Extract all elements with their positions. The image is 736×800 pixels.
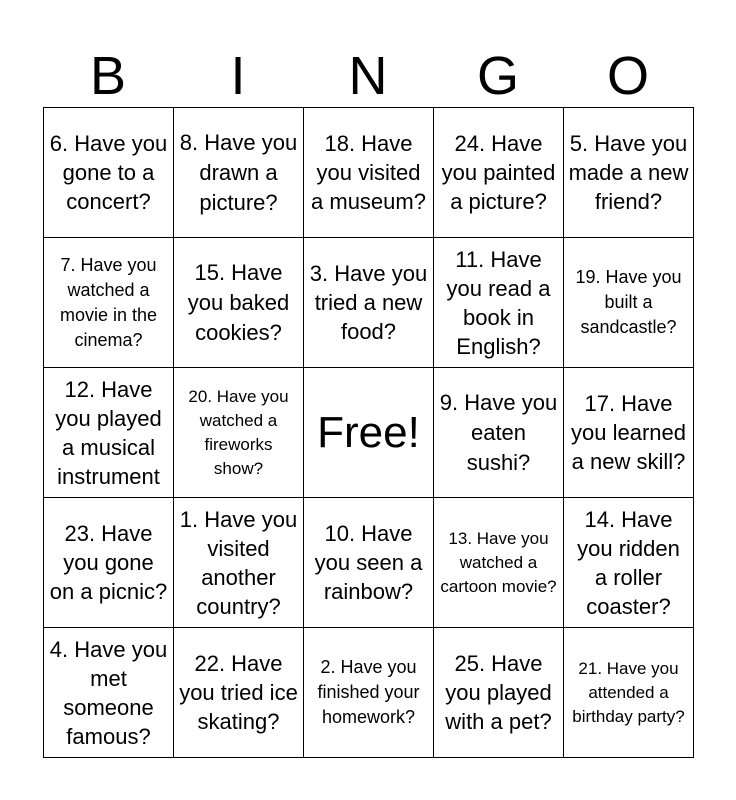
header-letter-n: N	[348, 46, 388, 106]
bingo-cell[interactable]	[174, 368, 304, 498]
cell-text: 10. Have you seen a rainbow?	[314, 521, 423, 604]
bingo-cell[interactable]	[174, 498, 304, 628]
bingo-cell[interactable]	[564, 498, 694, 628]
cell-text: 5. Have you made a new friend?	[568, 131, 689, 214]
header-letter-i: I	[230, 46, 246, 106]
free-space-cell[interactable]	[304, 368, 434, 498]
bingo-cell[interactable]	[564, 108, 694, 238]
cell-text: 4. Have you met someone famous?	[49, 636, 168, 749]
bingo-cell[interactable]	[304, 628, 434, 758]
cell-text: 9. Have you eaten sushi?	[439, 389, 558, 475]
cell-text: 14. Have you ridden a roller coaster?	[577, 506, 680, 619]
cell-text: 18. Have you visited a museum?	[311, 131, 426, 214]
bingo-cell[interactable]	[564, 368, 694, 498]
bingo-cell[interactable]	[564, 628, 694, 758]
cell-text: 15. Have you baked cookies?	[187, 259, 290, 345]
bingo-cell[interactable]	[44, 108, 174, 238]
bingo-header	[43, 44, 693, 108]
bingo-cell[interactable]	[174, 238, 304, 368]
cell-text: 23. Have you gone on a picnic?	[49, 521, 168, 604]
bingo-cell[interactable]	[44, 498, 174, 628]
bingo-cell[interactable]	[304, 498, 434, 628]
cell-text: 7. Have you watched a movie in the cinema?	[59, 254, 158, 350]
bingo-cell[interactable]	[434, 628, 564, 758]
bingo-cell[interactable]	[434, 498, 564, 628]
bingo-cell[interactable]	[174, 108, 304, 238]
cell-text: 6. Have you gone to a concert?	[49, 131, 168, 214]
bingo-cell[interactable]	[434, 238, 564, 368]
cell-text: 17. Have you learned a new skill?	[571, 391, 686, 474]
free-space-text: Free!	[317, 407, 420, 457]
header-letter-g: G	[476, 46, 519, 106]
cell-text: 22. Have you tried ice skating?	[179, 651, 298, 734]
header-letter-o: O	[606, 46, 649, 106]
cell-text: 24. Have you painted a picture?	[441, 131, 556, 214]
cell-text: 11. Have you read a book in English?	[446, 246, 551, 359]
bingo-cell[interactable]	[44, 238, 174, 368]
cell-text: 21. Have you attended a birthday party?	[572, 658, 685, 726]
bingo-cell[interactable]	[44, 628, 174, 758]
cell-text: 12. Have you played a musical instrument	[55, 376, 162, 489]
cell-text: 20. Have you watched a fireworks show?	[188, 386, 289, 478]
bingo-cell[interactable]	[434, 368, 564, 498]
cell-text: 8. Have you drawn a picture?	[179, 129, 298, 215]
bingo-cell[interactable]	[564, 238, 694, 368]
bingo-cell[interactable]	[304, 238, 434, 368]
cell-text: 25. Have you played with a pet?	[445, 651, 552, 734]
header-letter-b: B	[89, 46, 127, 106]
cell-text: 1. Have you visited another country?	[179, 506, 298, 619]
bingo-grid	[43, 107, 694, 758]
bingo-cell[interactable]	[304, 108, 434, 238]
bingo-cell[interactable]	[434, 108, 564, 238]
bingo-cell[interactable]	[174, 628, 304, 758]
bingo-cell[interactable]	[44, 368, 174, 498]
cell-text: 3. Have you tried a new food?	[309, 261, 428, 344]
cell-text: 13. Have you watched a cartoon movie?	[440, 528, 557, 596]
cell-text: 2. Have you finished your homework?	[317, 657, 420, 727]
cell-text: 19. Have you built a sandcastle?	[575, 267, 682, 337]
